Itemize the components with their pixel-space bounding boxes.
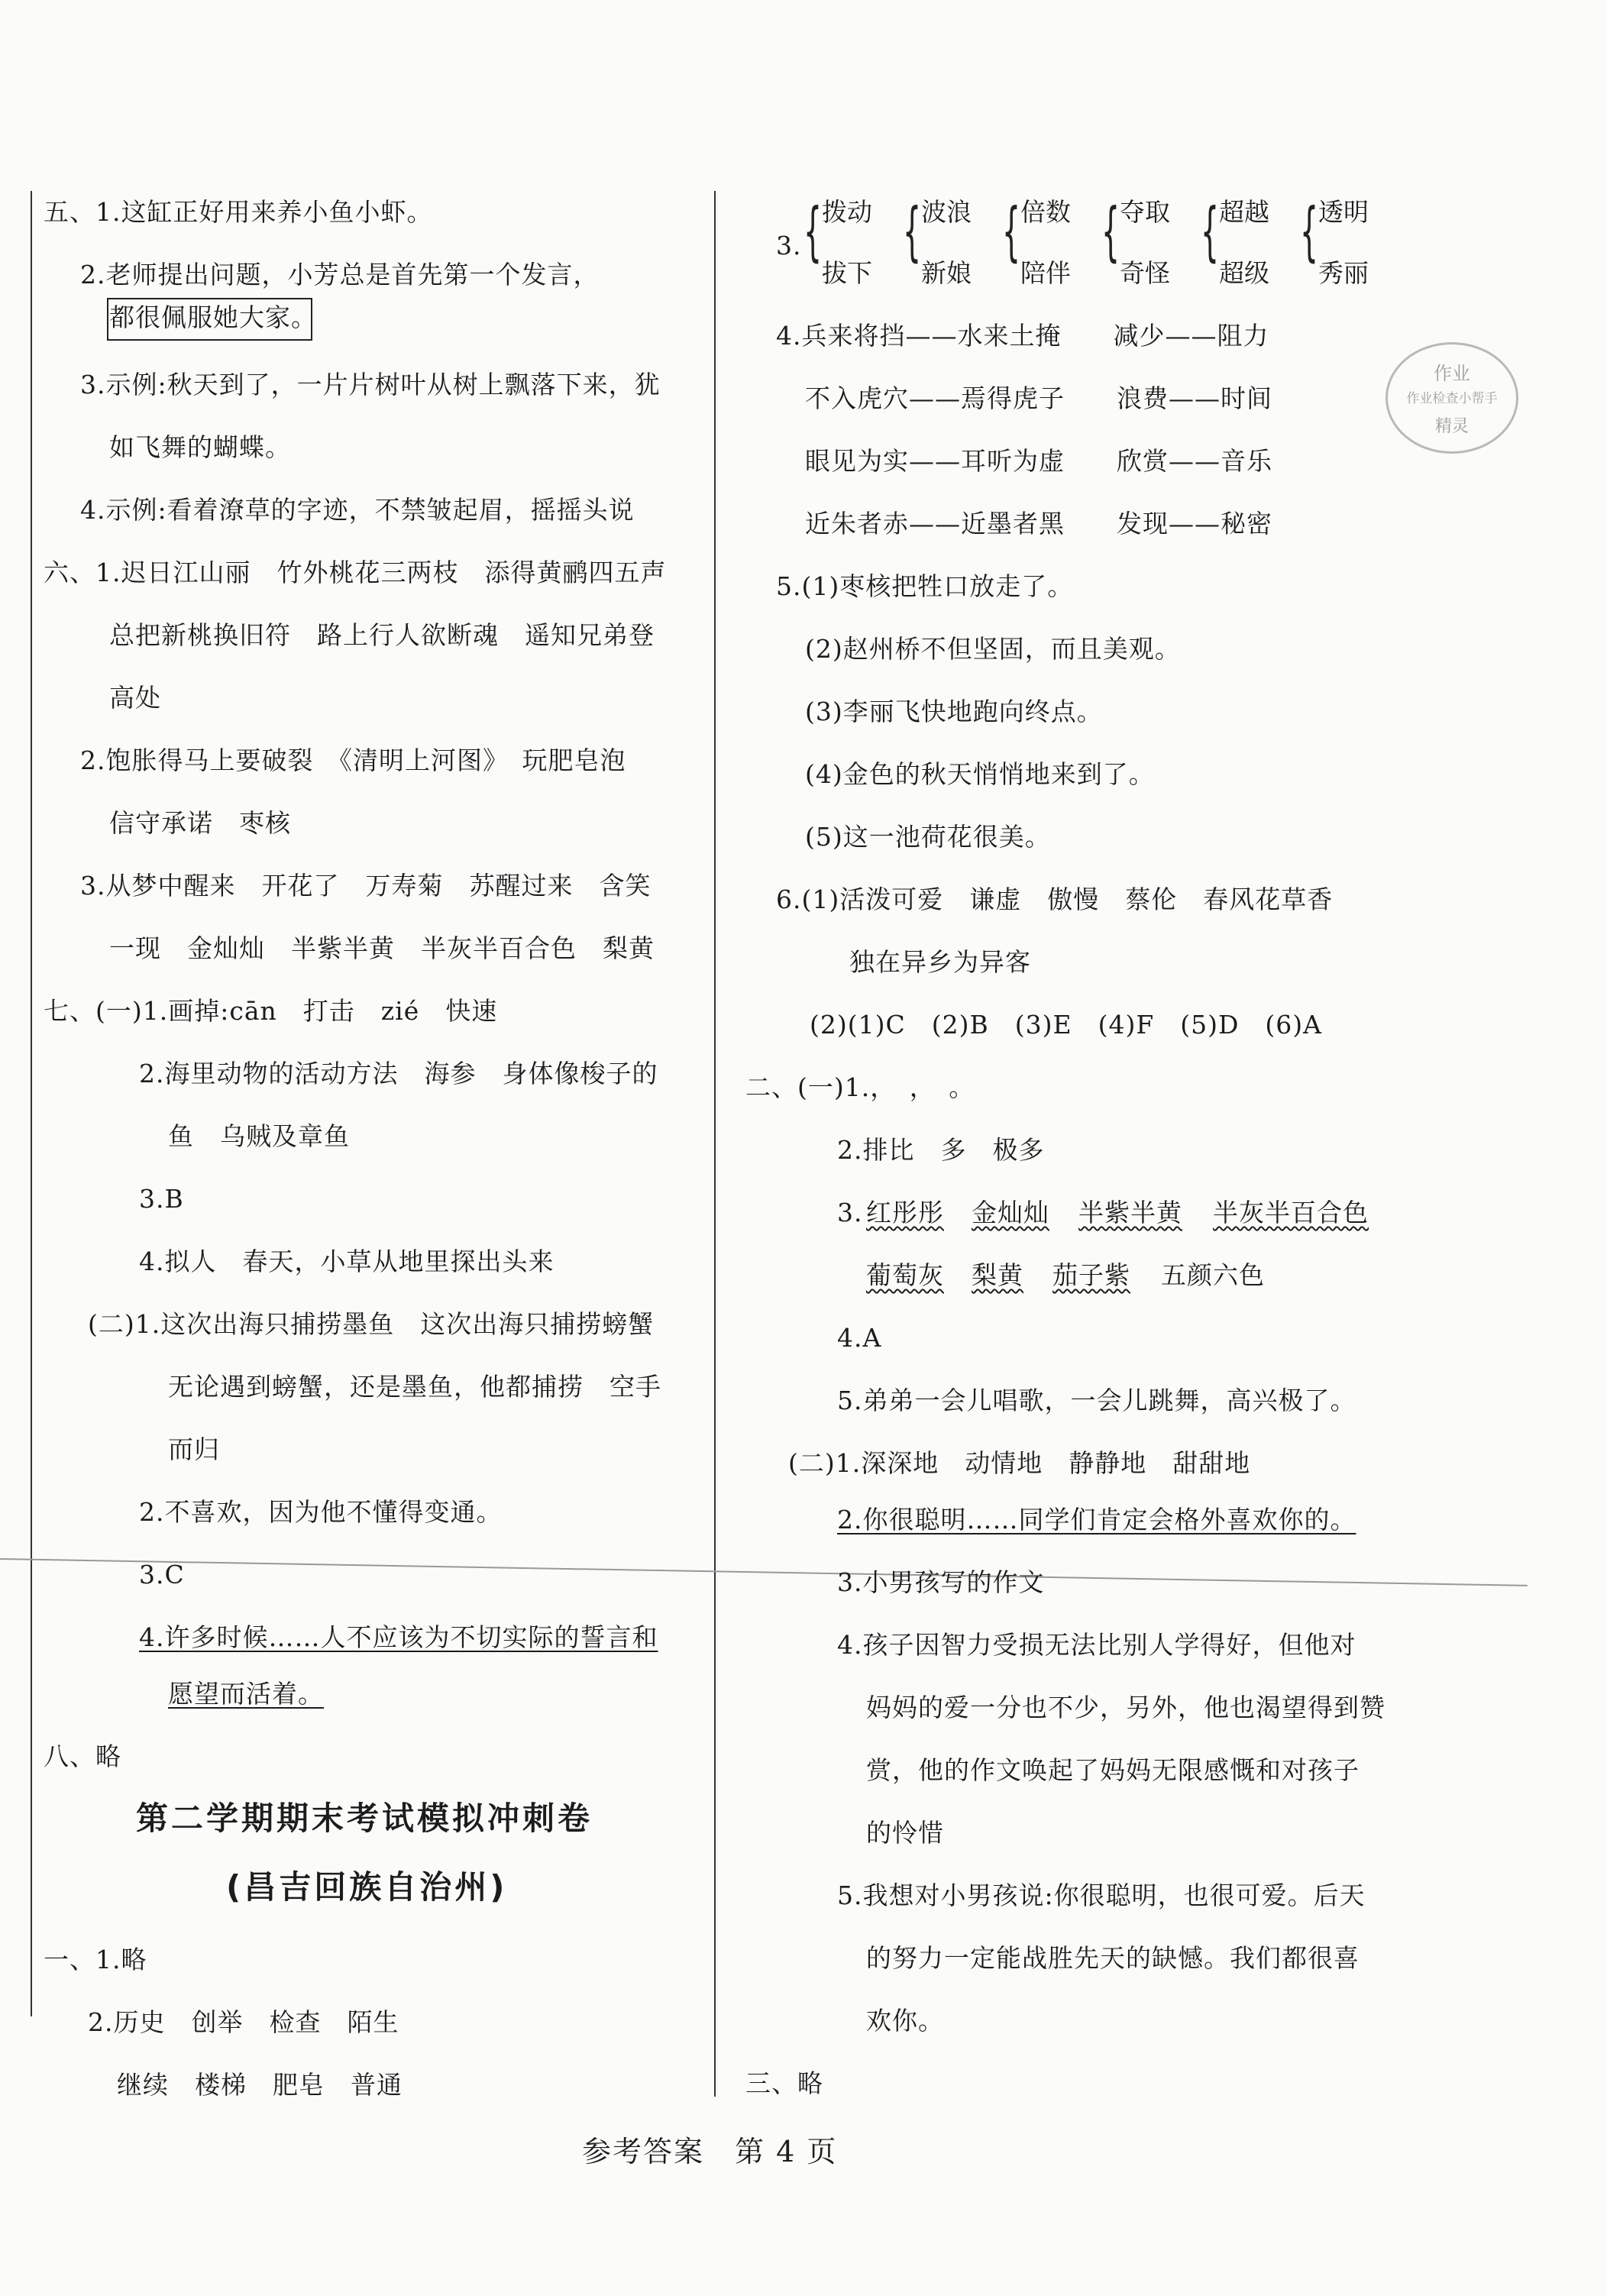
left-line-25: 愿望而活着。 bbox=[168, 1679, 324, 1709]
left-line-14: 七、(一)1.画掉:cān 打击 zié 快速 bbox=[44, 996, 498, 1026]
left-line-3: 都很佩服她大家。 bbox=[109, 302, 317, 332]
left-line-16: 鱼 乌贼及章鱼 bbox=[168, 1121, 350, 1151]
right-line-25: 的努力一定能战胜先天的缺憾。我们都很喜 bbox=[866, 1943, 1360, 1973]
column-divider bbox=[714, 191, 716, 2097]
brace-icon: { bbox=[804, 194, 823, 269]
wavy-word: 梨黄 bbox=[972, 1260, 1023, 1290]
pair-word-top: 波浪 bbox=[921, 197, 972, 227]
left-margin-rule bbox=[31, 191, 32, 2016]
left-line-5: 如飞舞的蝴蝶。 bbox=[109, 432, 291, 462]
section-title: 第二学期期末考试模拟冲刺卷 bbox=[136, 1800, 593, 1837]
left-line-13: 一现 金灿灿 半紫半黄 半灰半百合色 梨黄 bbox=[109, 933, 655, 963]
word-pair-6 bbox=[1300, 194, 1392, 288]
right-line-2: 不入虎穴——焉得虎子 浪费——时间 bbox=[805, 383, 1272, 413]
pair-word-top: 夺取 bbox=[1120, 197, 1170, 227]
fold-line bbox=[0, 1558, 1528, 1586]
right-line-12: (2)(1)C (2)B (3)E (4)F (5)D (6)A bbox=[810, 1010, 1322, 1040]
right-line-11: 独在异乡为异客 bbox=[849, 947, 1031, 977]
right-line-21: 妈妈的爱一分也不少，另外，他也渴望得到赞 bbox=[866, 1693, 1386, 1722]
pair-word-top: 拨动 bbox=[822, 197, 872, 227]
right-line-20: 4.孩子因智力受损无法比别人学得好，但他对 bbox=[837, 1630, 1356, 1660]
pair-word-bottom: 新娘 bbox=[921, 258, 972, 288]
left-line-24: 4.许多时候……人不应该为不切实际的誓言和 bbox=[139, 1622, 658, 1652]
pair-word-top: 透明 bbox=[1318, 197, 1369, 227]
left-line-21: 而归 bbox=[168, 1434, 220, 1464]
left-line-17: 3.B bbox=[139, 1184, 184, 1214]
right-q3b-label: 3. bbox=[837, 1198, 863, 1227]
right-line-6: (2)赵州桥不但坚固，而且美观。 bbox=[805, 634, 1181, 664]
stamp-text-middle: 作业检查小帮手 bbox=[1406, 391, 1498, 406]
right-q3-label: 3. bbox=[776, 231, 802, 260]
pair-word-top: 倍数 bbox=[1020, 197, 1071, 227]
brace-icon: { bbox=[1201, 194, 1220, 269]
page-footer: 参考答案 第 4 页 bbox=[582, 2135, 838, 2168]
right-line-26: 欢你。 bbox=[866, 2006, 944, 2036]
section-subtitle: (昌吉回族自治州) bbox=[226, 1868, 508, 1906]
pair-word-bottom: 超级 bbox=[1219, 258, 1269, 288]
left-line-27: 一、1.略 bbox=[44, 1945, 147, 1974]
left-line-10: 2.饱胀得马上要破裂 《清明上河图》 玩肥皂泡 bbox=[80, 745, 626, 775]
right-line-24: 5.我想对小男孩说:你很聪明，也很可爱。后天 bbox=[837, 1880, 1366, 1910]
wavy-word: 葡萄灰 bbox=[866, 1260, 944, 1290]
right-line-23: 的怜惜 bbox=[866, 1818, 944, 1848]
wavy-word: 红彤彤 bbox=[866, 1198, 944, 1227]
right-line-5: 5.(1)枣核把牲口放走了。 bbox=[776, 571, 1074, 601]
right-line-19: 3.小男孩写的作文 bbox=[837, 1567, 1045, 1597]
right-line-9: (5)这一池荷花很美。 bbox=[805, 822, 1051, 852]
right-line-4: 近朱者赤——近墨者黑 发现——秘密 bbox=[805, 509, 1272, 538]
wavy-word: 半灰半百合色 bbox=[1213, 1198, 1369, 1227]
wavy-word: 金灿灿 bbox=[972, 1198, 1049, 1227]
brace-icon: { bbox=[903, 194, 922, 269]
right-line-7: (3)李丽飞快地跑向终点。 bbox=[805, 697, 1103, 726]
brace-icon: { bbox=[1002, 194, 1021, 269]
right-line-16: 5.弟弟一会儿唱歌，一会儿跳舞，高兴极了。 bbox=[837, 1386, 1356, 1415]
word-pair-3 bbox=[1002, 194, 1094, 288]
right-line-10: 6.(1)活泼可爱 谦虚 傲慢 蔡伦 春风花草香 bbox=[776, 884, 1334, 914]
left-line-22: 2.不喜欢，因为他不懂得变通。 bbox=[139, 1497, 503, 1527]
left-line-18: 4.拟人 春天，小草从地里探出头来 bbox=[139, 1247, 555, 1276]
left-line-1: 五、1.这缸正好用来养小鱼小虾。 bbox=[44, 197, 433, 227]
right-line-1: 4.兵来将挡——水来土掩 减少——阻力 bbox=[776, 321, 1269, 351]
word-pair-4 bbox=[1101, 194, 1193, 288]
right-line-15: 4.A bbox=[837, 1323, 882, 1353]
left-line-6: 4.示例:看着潦草的字迹，不禁皱起眉，摇摇头说 bbox=[80, 495, 635, 525]
right-line-17: (二)1.深深地 动情地 静静地 甜甜地 bbox=[788, 1448, 1251, 1478]
left-line-12: 3.从梦中醒来 开花了 万寿菊 苏醒过来 含笑 bbox=[80, 871, 652, 901]
wavy-word: 茄子紫 bbox=[1052, 1260, 1130, 1290]
left-line-26: 八、略 bbox=[44, 1741, 121, 1771]
wavy-word: 半紫半黄 bbox=[1078, 1198, 1182, 1227]
left-line-4: 3.示例:秋天到了，一片片树叶从树上飘落下来，犹 bbox=[80, 370, 661, 399]
brace-icon: { bbox=[1101, 194, 1120, 269]
left-line-15: 2.海里动物的活动方法 海参 身体像梭子的 bbox=[139, 1059, 658, 1088]
left-line-20: 无论遇到螃蟹，还是墨鱼，他都捕捞 空手 bbox=[168, 1372, 661, 1402]
right-line-27: 三、略 bbox=[745, 2068, 823, 2098]
pair-word-bottom: 拔下 bbox=[822, 258, 872, 288]
word-pair-2 bbox=[903, 194, 994, 288]
right-line-22: 赏，他的作文唤起了妈妈无限感慨和对孩子 bbox=[866, 1755, 1360, 1785]
stamp-text-bottom: 精灵 bbox=[1434, 417, 1469, 436]
word-pair-5 bbox=[1201, 194, 1292, 288]
left-line-23: 3.C bbox=[139, 1560, 185, 1589]
homework-stamp bbox=[1386, 342, 1518, 454]
plain-word: 五颜六色 bbox=[1161, 1260, 1265, 1290]
left-line-8: 总把新桃换旧符 路上行人欲断魂 遥知兄弟登 bbox=[109, 620, 655, 650]
left-line-19: (二)1.这次出海只捕捞墨鱼 这次出海只捕捞螃蟹 bbox=[88, 1309, 655, 1339]
word-pair-1 bbox=[804, 194, 895, 288]
left-line-7: 六、1.迟日江山丽 竹外桃花三两枝 添得黄鹂四五声 bbox=[44, 558, 667, 587]
right-line-3: 眼见为实——耳听为虚 欣赏——音乐 bbox=[805, 446, 1272, 476]
left-line-11: 信守承诺 枣核 bbox=[109, 808, 291, 838]
left-line-2: 2.老师提出问题，小芳总是首先第一个发言， bbox=[80, 260, 600, 289]
right-line-14: 2.排比 多 极多 bbox=[837, 1135, 1045, 1165]
right-line-13: 二、(一)1.， ， 。 bbox=[745, 1072, 975, 1102]
pair-word-bottom: 秀丽 bbox=[1318, 258, 1369, 288]
right-line-18: 2.你很聪明……同学们肯定会格外喜欢你的。 bbox=[837, 1505, 1356, 1534]
right-line-8: (4)金色的秋天悄悄地来到了。 bbox=[805, 759, 1155, 789]
stamp-text-top: 作业 bbox=[1434, 363, 1470, 384]
pair-word-bottom: 奇怪 bbox=[1120, 258, 1170, 288]
pair-word-top: 超越 bbox=[1219, 197, 1269, 227]
left-line-28: 2.历史 创举 检查 陌生 bbox=[88, 2007, 399, 2037]
left-line-29: 继续 楼梯 肥皂 普通 bbox=[117, 2070, 403, 2100]
pair-word-bottom: 陪伴 bbox=[1020, 258, 1071, 288]
left-line-9: 高处 bbox=[109, 683, 161, 713]
brace-icon: { bbox=[1300, 194, 1319, 269]
